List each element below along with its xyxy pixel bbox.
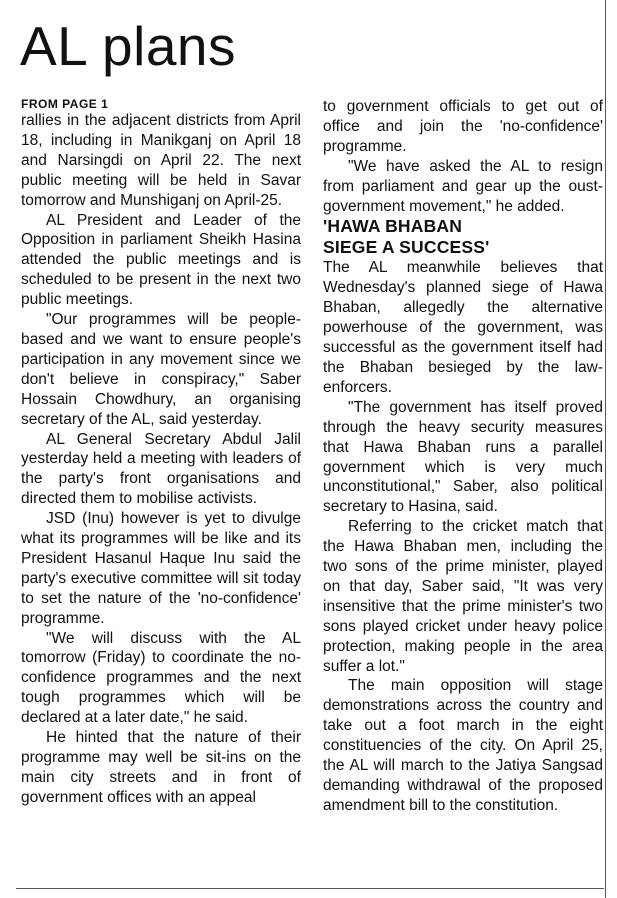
body-paragraph: to government officials to get out of office and join the 'no-confidence' programme. bbox=[323, 98, 603, 155]
subheading-line: SIEGE A SUCCESS' bbox=[323, 237, 490, 258]
body-paragraph: The AL meanwhile believes that Wednesday's planned siege of Hawa Bhaban, allegedly the alternative powerhouse of the government, was successful as the government itself had the Bhaban besieged by the law-enforcers. bbox=[323, 259, 603, 396]
headline: AL plans bbox=[20, 15, 236, 77]
body-paragraph: rallies in the adjacent districts from April 18, including in Manikganj on April 18 and Narsingdi on April 22. The next public meeting will be held in Savar tomorrow and Munshiganj on April-25. bbox=[21, 112, 301, 209]
left-column bbox=[21, 97, 301, 808]
bottom-rule bbox=[16, 888, 604, 889]
subheading bbox=[323, 216, 603, 258]
right-column bbox=[323, 97, 603, 816]
subheading-line: 'HAWA BHABAN bbox=[323, 216, 463, 237]
body-paragraph: AL President and Leader of the Opposition in parliament Sheikh Hasina attended the public meetings and is scheduled to be present in the next two public meetings. bbox=[21, 211, 301, 309]
body-paragraph: The main opposition will stage demonstrations across the country and take out a foot march in the eight constituencies of the city. On April 25, the AL will march to the Jatiya Sangsad demanding withdrawal of the proposed amendment bill to the constitution. bbox=[323, 677, 603, 814]
body-paragraph: "Our programmes will be people-based and we want to ensure people's participation in any movement since we don't believe in conspiracy," Saber Hossain Chowdhury, an organising secretary of the AL, said yesterday. bbox=[21, 311, 301, 428]
body-paragraph: "We have asked the AL to resign from parliament and gear up the oust-government movement," he added. bbox=[323, 157, 603, 215]
column-rule-right bbox=[605, 0, 606, 898]
body-paragraph: He hinted that the nature of their programme may well be sit-ins on the main city streets and in front of government offices with an appeal bbox=[21, 729, 301, 806]
body-paragraph: AL General Secretary Abdul Jalil yesterday held a meeting with leaders of the party's front organisations and directed them to mobilise activists. bbox=[21, 430, 301, 508]
body-paragraph: Referring to the cricket match that the Hawa Bhaban men, including the two sons of the prime minister, played on that day, Saber said, "It was very insensitive that the prime minister's two sons played cricket under heavy police protection, making people in the area suffer a lot." bbox=[323, 518, 603, 675]
body-paragraph: "The government has itself proved through the heavy security measures that Hawa Bhaban runs a parallel government which is very much unconstitutional," Saber, also political secretary to Hasina, said. bbox=[323, 398, 603, 516]
body-paragraph: "We will discuss with the AL tomorrow (Friday) to coordinate the no-confidence programmes and the next tough programmes which will be declared at a later date," he said. bbox=[21, 629, 301, 727]
kicker: FROM PAGE 1 bbox=[21, 97, 109, 111]
body-paragraph: JSD (Inu) however is yet to divulge what its programmes will be like and its President Hasanul Haque Inu said the party's executive committee will sit today to set the nature of the 'no-confidence' programme. bbox=[21, 510, 301, 627]
